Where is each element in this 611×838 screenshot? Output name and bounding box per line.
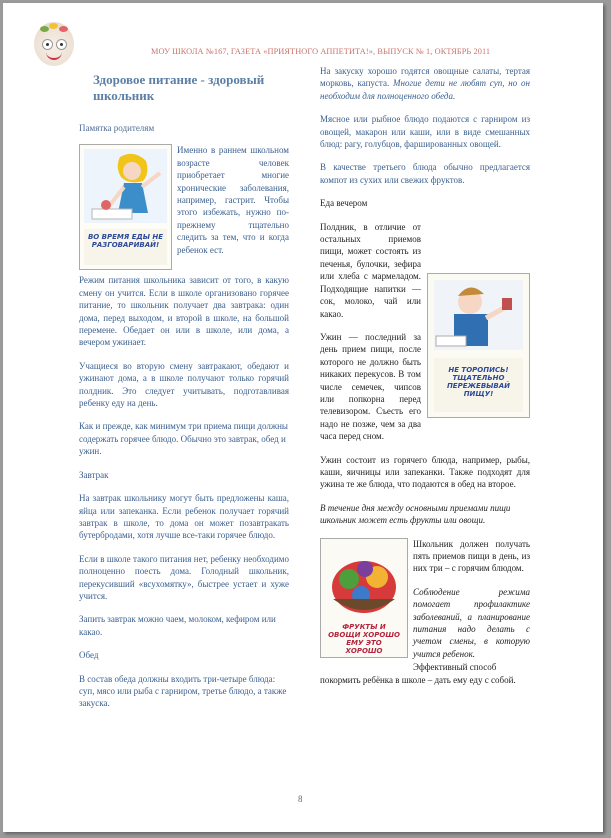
- paragraph: В состав обеда должны входить три-четыре блюда: суп, мясо или рыба с гарниром, третье блюдо, а также закуска.: [79, 673, 287, 709]
- paragraph: Эффективный способ покормить ребёнка в школе – дать ему еду с собой.: [320, 662, 516, 685]
- poster-boy-caption: НЕ ТОРОПИСЬ! ТЩАТЕЛЬНО ПЕРЕЖЕВЫВАЙ ПИЩУ!: [446, 365, 511, 398]
- paragraph: Учащиеся во вторую смену завтракают, обедают и ужинают дома, а в школе получают только горячий полдник. Это следует учитывать, подготавливая ребенку еду на день.: [79, 360, 289, 409]
- poster-girl-illustration: [80, 145, 171, 269]
- paragraph-text: На закуску хорошо годятся овощные салаты, тертая морковь, капуста.: [320, 66, 530, 89]
- paragraph-italic-text: Многие дети не любят суп, но он необходим для полноценного обеда.: [320, 78, 530, 101]
- logo-eye: [42, 39, 53, 50]
- paragraph: Запить завтрак можно чаем, молоком, кефиром или какао.: [79, 614, 276, 637]
- logo-leaf: [49, 23, 58, 29]
- paragraph: [320, 65, 530, 102]
- right-column: [320, 65, 530, 697]
- document-page: [3, 3, 603, 832]
- paragraph: Соблюдение режима помогает профилактике заболеваний, а планирование питания надо делать с учетом смены, в которую учится ребенок.: [413, 586, 530, 659]
- paragraph: В течение дня между основными приемами пищи школьник может есть фрукты или овощи.: [320, 502, 511, 526]
- article-subtitle: Памятка родителям: [79, 123, 155, 133]
- logo-leaf: [59, 26, 68, 32]
- newspaper-logo: [34, 22, 74, 66]
- paragraph: Школьник должен получать пять приемов пищи в день, из них три – с горячим блюдом.: [413, 538, 530, 574]
- section-heading-breakfast: Завтрак: [79, 469, 109, 480]
- paragraph: Ужин — последний за день прием пищи, после которого не должно быть никаких перекусов. В том числе семечек, чипсов или попкорна перед телевизором. Съесть его надо не позже, чем за два часа перед сном.: [320, 331, 421, 442]
- logo-mouth: [46, 52, 62, 60]
- running-header: МОУ ШКОЛА №167, ГАЗЕТА «ПРИЯТНОГО АППЕТИТА!», ВЫПУСК № 1, ОКТЯБРЬ 2011: [151, 47, 491, 56]
- image-poster-girl: [79, 144, 172, 270]
- section-heading-lunch: Обед: [79, 650, 99, 661]
- paragraph: Мясное или рыбное блюдо подаются с гарниром из овощей, макарон или каши, или в виде смешанных блюд: рагу, голубцов, фаршированных овощей.: [320, 114, 530, 150]
- section-heading-evening: Еда вечером: [320, 198, 368, 209]
- poster-fruit-caption: ФРУКТЫ И ОВОЩИ ХОРОШО ЕМУ ЭТО ХОРОШО: [328, 622, 400, 655]
- paragraph: Режим питания школьника зависит от того, в какую смену он учится. Если в школе организовано горячее питание, то школьник получает два завтрака: один дома, перед выходом, и второй в школе, на большой перемене. Обедает он или в школе, или дома, а вечером ужинает.: [79, 275, 289, 348]
- paragraph: Полдник, в отличие от остальных приемов пищи, может состоять из печенья, булочки, зефира или хлеба с мармеладом. Подходящие напитки — сок, молоко, чай или какао.: [320, 221, 421, 319]
- logo-leaf: [40, 26, 49, 32]
- image-poster-fruit: [320, 538, 408, 658]
- image-poster-boy: [427, 273, 530, 418]
- paragraph: На завтрак школьнику могут быть предложены каша, яйца или запеканка. Если ребенок получает горячий завтрак в школе, то дома он может позавтракать бутербродами, хотя лучше все-таки горячее блюдо.: [79, 493, 289, 541]
- paragraph: Ужин состоит из горячего блюда, например, рыбы, каши, яичницы или запеканки. Также подходят для ужина те же блюда, что подаются в обед на второе.: [320, 454, 530, 490]
- paragraph: Как и прежде, как минимум три приема пищи должны содержать горячее блюдо. Обычно это завтрак, обед и ужин.: [79, 421, 288, 457]
- paragraph: В качестве третьего блюда обычно предлагается компот из сухих или свежих фруктов.: [320, 162, 530, 185]
- logo-eye: [56, 39, 67, 50]
- paragraph: Если в школе такого питания нет, ребенку необходимо полноценно поесть дома. Голодный школьник, перекусивший «всухомятку», быстрее устает и хуже учится.: [79, 553, 289, 601]
- page-number: 8: [298, 794, 303, 804]
- left-column: [79, 65, 289, 721]
- article-title: Здоровое питание - здоровый школьник: [93, 72, 265, 103]
- paragraph: Именно в раннем школьном возрасте человек приобретает многие хронические заболевания, например, гастрит. Чтобы этого избежать, нужно по-прежнему тщательно следить за тем, что и когда ребенок ест.: [177, 145, 289, 255]
- poster-girl-caption: ВО ВРЕМЯ ЕДЫ НЕ РАЗГОВАРИВАЙ!: [87, 233, 164, 250]
